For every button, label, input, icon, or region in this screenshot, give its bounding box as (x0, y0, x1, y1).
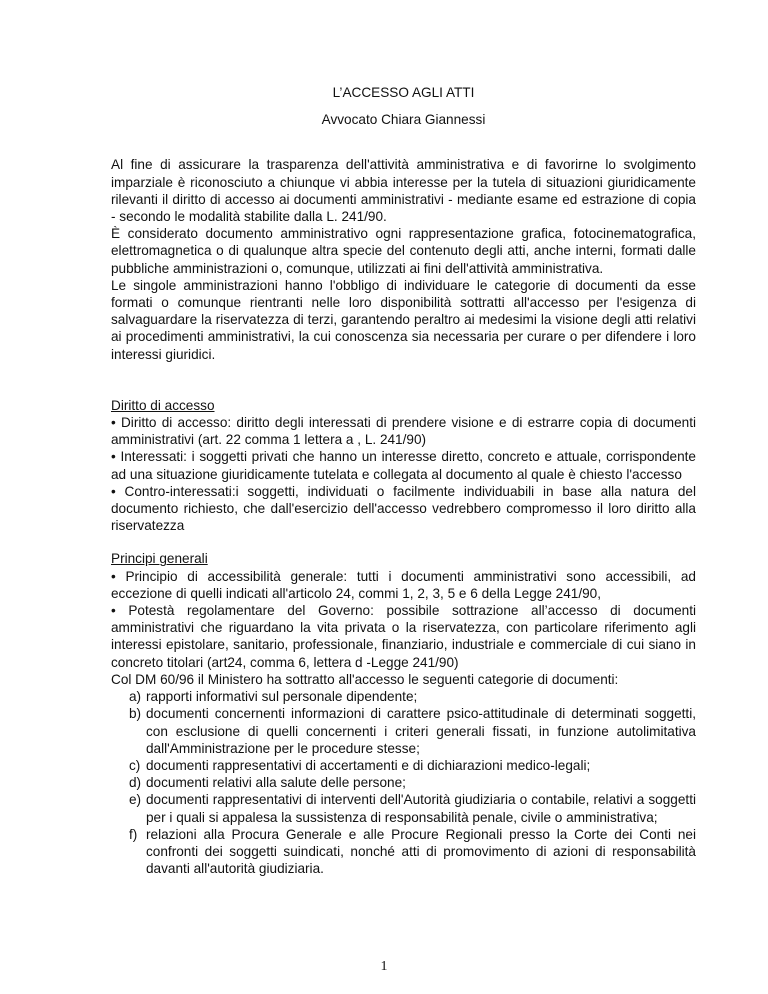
category-text: documenti rappresentativi di interventi dell'Autorità giudiziaria o contabile, relativi a soggetti per i quali si appalesa la sussistenza di responsabilità penale, civile o amministrativa; (146, 792, 696, 825)
access-right-section (111, 397, 696, 535)
category-text: documenti concernenti informazioni di carattere psico-attitudinale di determinati soggetti, con esclusione di quelli concernenti i criteri generali fissati, in funzione autolimitativa dall'Amministrazione per le procedure stesse; (146, 706, 696, 756)
document-title: L’ACCESSO AGLI ATTI (332, 85, 475, 100)
list-item: • Interessati: i soggetti privati che hanno un interesse diretto, concreto e attuale, corrispondente ad una situazione giuridicamente tutelata e collegata al documento al quale è chiesto l'accesso (111, 449, 696, 482)
document-page (111, 84, 696, 877)
category-text: relazioni alla Procura Generale e alle Procure Regionali presso la Corte dei Conti nei confronti dei soggetti suindicati, nonché atti di promovimento di azioni di responsabilità davanti all'autorità giudiziaria. (146, 826, 696, 877)
category-text: documenti rappresentativi di accertamenti e di dichiarazioni medico-legali; (146, 757, 591, 773)
list-item: • Principio di accessibilità generale: tutti i documenti amministrativi sono accessibili, ad eccezione di quelli indicati all'articolo 24, commi 1, 2, 3, 5 e 6 della Legge 241/90, (111, 568, 696, 601)
category-item (129, 774, 696, 791)
list-item: • Diritto di accesso: diritto degli interessati di prendere visione e di estrarre copia di documenti amministrativi (art. 22 comma 1 lettera a , L. 241/90) (111, 415, 696, 448)
document-author: Avvocato Chiara Giannessi (321, 112, 486, 128)
category-item (129, 757, 696, 774)
category-item (129, 826, 696, 878)
category-text: rapporti informativi sul personale dipendente; (146, 689, 418, 705)
intro-paragraph: È considerato documento amministrativo ogni rappresentazione grafica, fotocinematografica, elettromagnetica o di qualunque altra specie del contenuto degli atti, anche interni, formati dalle pubbliche amministrazioni o, comunque, utilizzati ai fini dell'attività amministrativa. (111, 226, 696, 276)
category-marker: e) (129, 792, 142, 808)
category-item (129, 705, 696, 757)
general-principles-section (111, 550, 696, 877)
category-marker: d) (129, 775, 142, 791)
category-text: documenti relativi alla salute delle persone; (146, 775, 406, 791)
list-item: • Potestà regolamentare del Governo: possibile sottrazione all’accesso di documenti amministrativi che riguardano la vita privata o la riservatezza, con particolare riferimento agli interessi epistolare, sanitario, professionale, finanziario, industriale e commerciale di cui siano in concreto titolari (art24, comma 6, lettera d -Legge 241/90) (111, 603, 696, 670)
page-number: 1 (380, 959, 388, 974)
intro-paragraph: Al fine di assicurare la trasparenza dell'attività amministrativa e di favorirne lo svolgimento imparziale è riconosciuto a chiunque vi abbia interesse per la tutela di situazioni giuridicamente rilevanti il diritto di accesso ai documenti amministrativi - mediante esame ed estrazione di copia - secondo le modalità stabilite dalla L. 241/90. (111, 157, 696, 225)
category-marker: b) (129, 706, 142, 722)
section-heading: Diritto di accesso (111, 397, 215, 413)
intro-section (111, 156, 696, 362)
category-marker: f) (129, 826, 138, 842)
category-item (129, 791, 696, 825)
category-list (111, 688, 696, 877)
dm-intro: Col DM 60/96 il Ministero ha sottratto all'accesso le seguenti categorie di documenti: (111, 671, 619, 687)
list-item: • Contro-interessati:i soggetti, individuati o facilmente individuabili in base alla natura del documento richiesto, che dall'esercizio dell'accesso vedrebbero compromesso il loro diritto alla riservatezza (111, 483, 696, 534)
section-heading: Principi generali (111, 551, 208, 567)
category-marker: c) (129, 757, 141, 773)
category-item (129, 688, 696, 705)
category-marker: a) (129, 689, 142, 705)
intro-paragraph: Le singole amministrazioni hanno l'obbligo di individuare le categorie di documenti da esse formati o comunque rientranti nelle loro disponibilità sottratti all'accesso per l'esigenza di salvaguardare la riservatezza di terzi, garantendo peraltro ai medesimi la visione degli atti relativi ai procedimenti amministrativi, la cui conoscenza sia necessaria per curare o per difendere i loro interessi giuridici. (111, 277, 696, 362)
